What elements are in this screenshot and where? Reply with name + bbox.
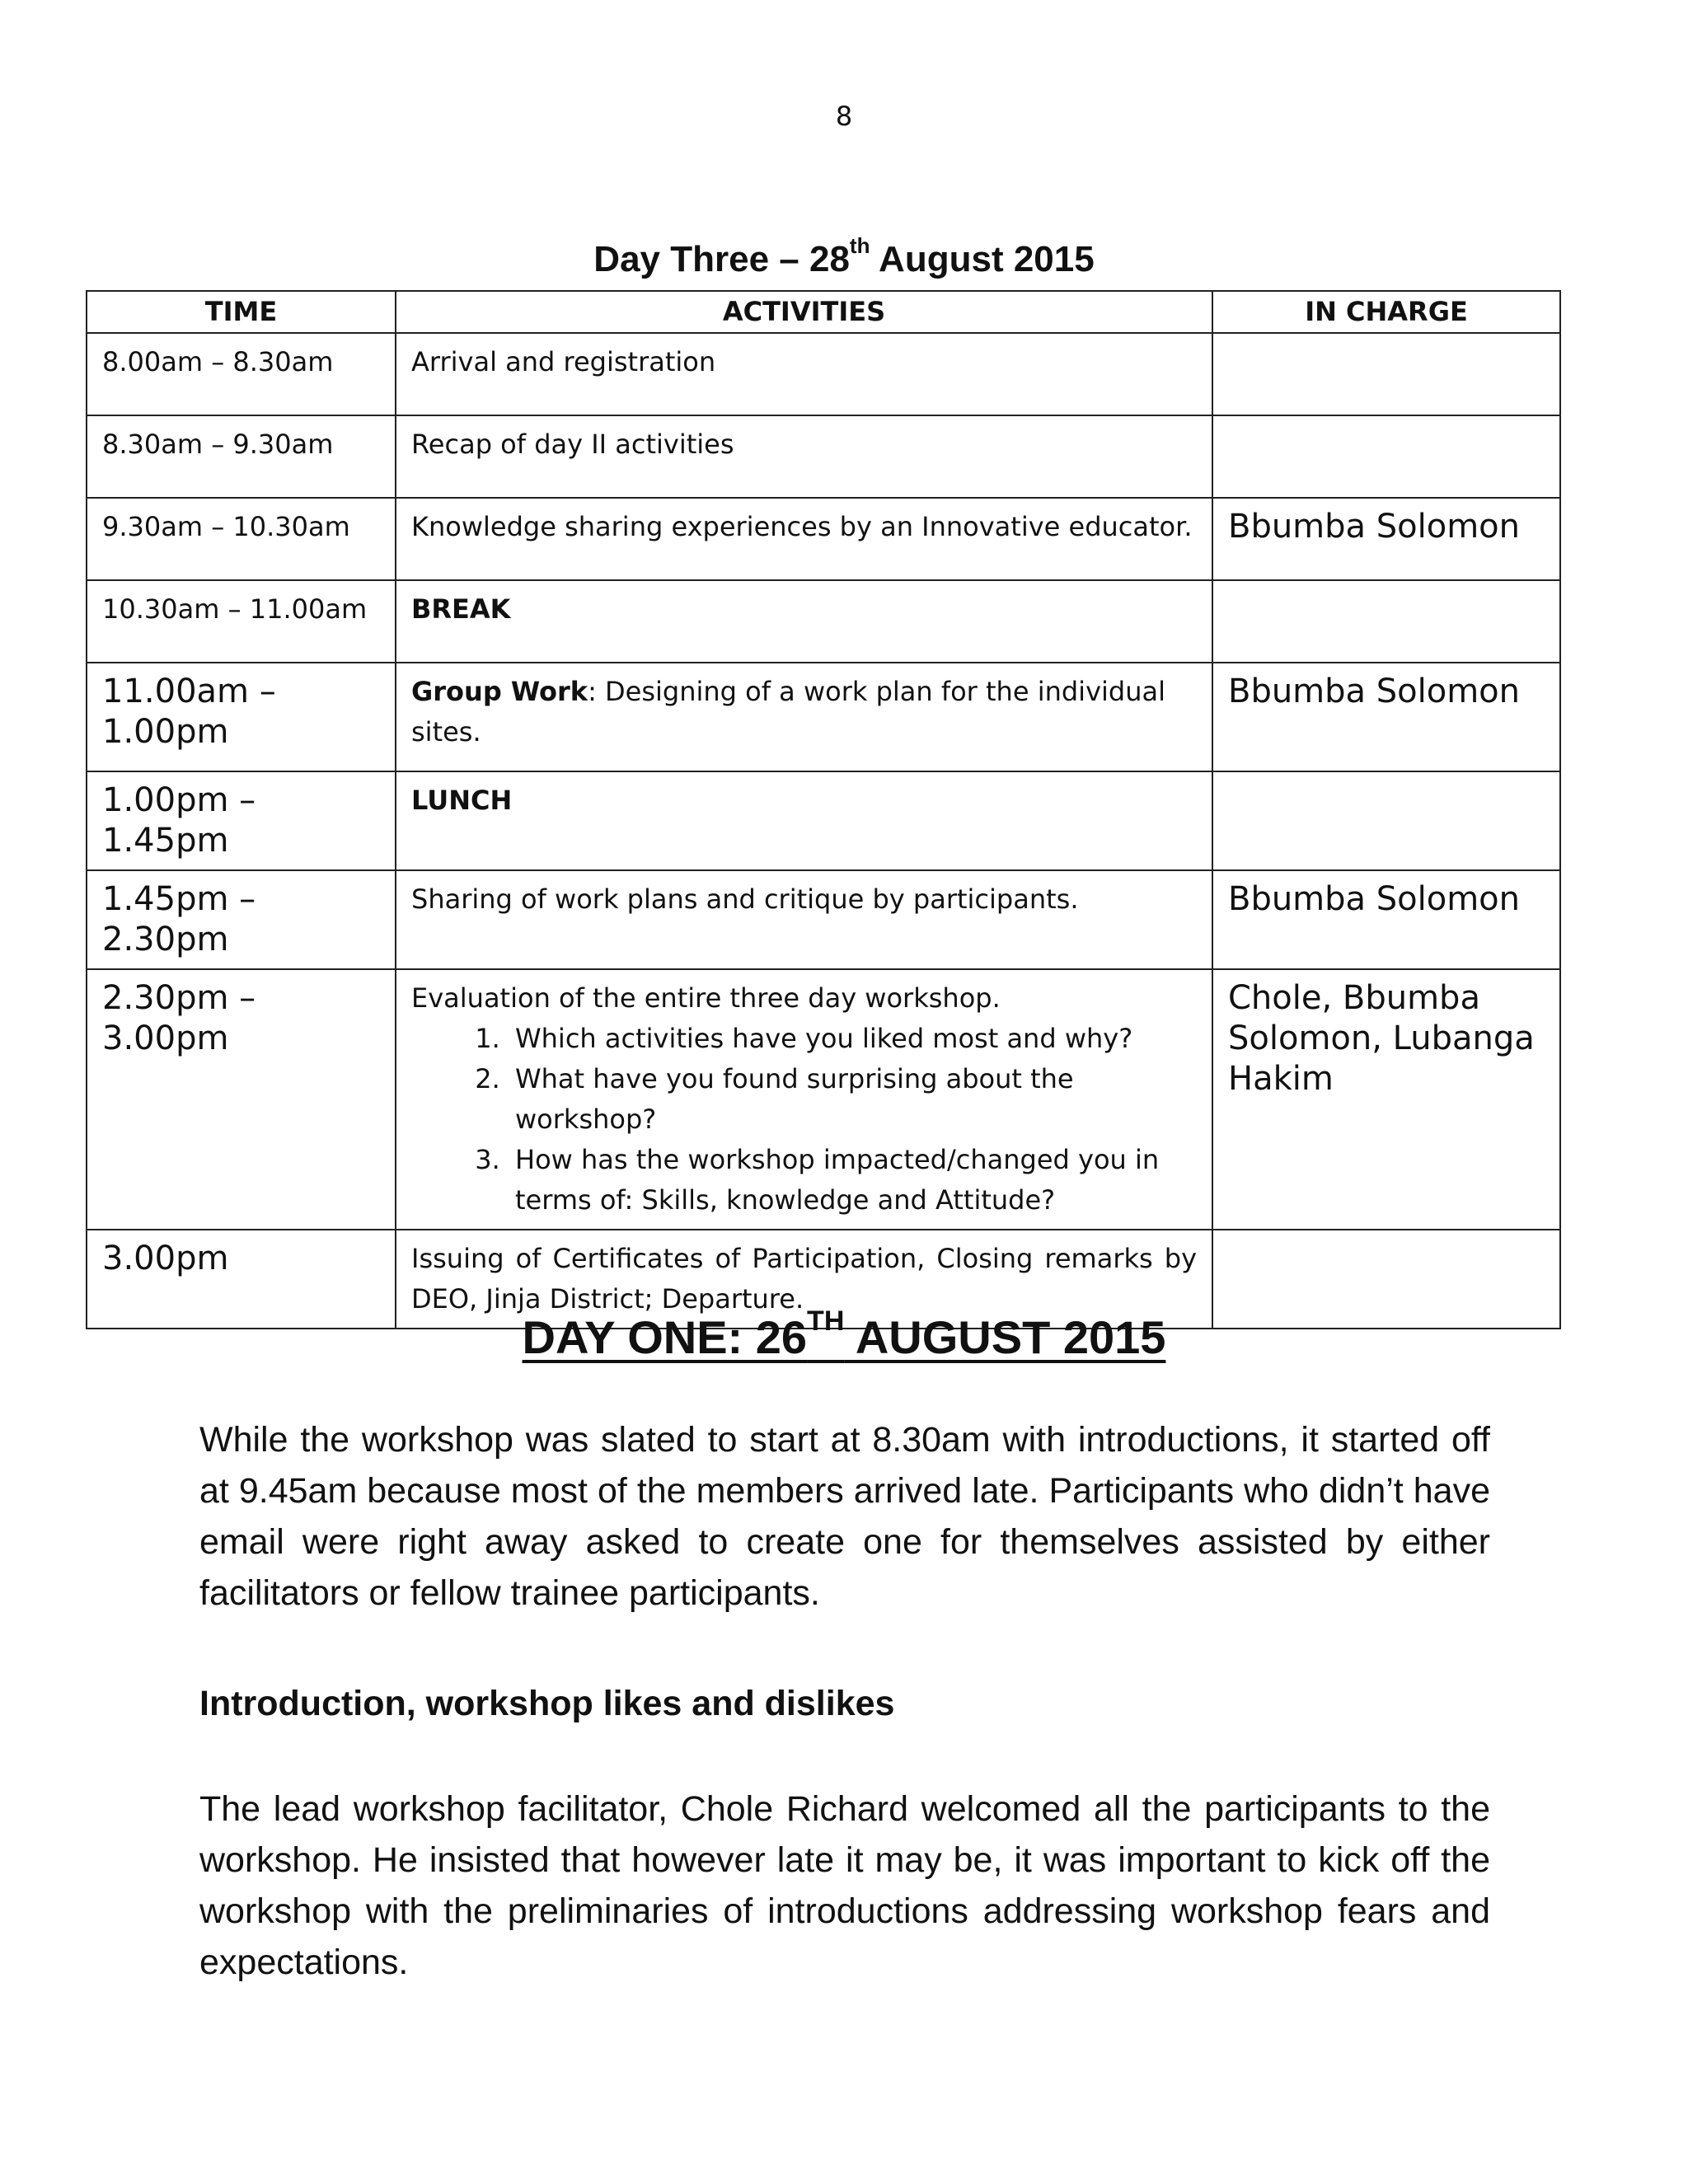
row-time: 2.30pm – 3.00pm [87,969,396,1230]
section-heading [0,1305,1688,1364]
row-activity [396,771,1212,870]
table-row [87,333,1560,415]
group-work-label: Group Work [411,676,588,707]
section-heading-suffix: AUGUST 2015 [844,1311,1166,1363]
row-in-charge [1212,415,1560,498]
row-in-charge: Chole, Bbumba Solomon, Lubanga Hakim [1212,969,1560,1230]
header-in-charge: IN CHARGE [1212,291,1560,333]
table-row [87,771,1560,870]
table-row [87,969,1560,1230]
paragraph-two: The lead workshop facilitator, Chole Richard welcomed all the participants to the workshop. He insisted that however late it may be, it was important to kick off the workshop with the preliminaries of introductions addressing workshop fears and expectations. [199,1789,1490,1982]
evaluation-questions [411,1019,1197,1221]
evaluation-intro: Evaluation of the entire three day workshop. [411,982,1001,1014]
row-in-charge: Bbumba Solomon [1212,663,1560,771]
list-item: 2. What have you found surprising about the workshop? [509,1059,1197,1140]
schedule-title-prefix: Day Three – 28 [593,239,850,279]
row-activity: Arrival and registration [396,333,1212,415]
row-in-charge: Bbumba Solomon [1212,870,1560,969]
row-in-charge [1212,580,1560,663]
schedule-title-sup: th [849,233,870,258]
row-activity: Knowledge sharing experiences by an Innovative educator. [396,498,1212,580]
page-number: 8 [835,101,853,132]
schedule-title-suffix: August 2015 [870,239,1095,279]
section-heading-prefix: DAY ONE: 26 [522,1311,808,1363]
section-heading-sup: TH [807,1305,845,1337]
list-item: 1. Which activities have you liked most and why? [509,1019,1197,1059]
row-time: 3.00pm [87,1230,396,1329]
lunch-label: LUNCH [411,785,513,816]
sub-heading: Introduction, workshop likes and dislikes [199,1684,895,1723]
header-activities: ACTIVITIES [396,291,1212,333]
row-activity: Recap of day II activities [396,415,1212,498]
row-activity [396,663,1212,771]
row-in-charge: Bbumba Solomon [1212,498,1560,580]
row-in-charge [1212,333,1560,415]
row-activity [396,580,1212,663]
table-row [87,580,1560,663]
row-in-charge [1212,771,1560,870]
schedule-table [86,290,1561,1329]
table-header-row [87,291,1560,333]
row-activity: Issuing of Certificates of Participation, Closing remarks by DEO, Jinja District; Departure. [396,1230,1212,1329]
table-row [87,663,1560,771]
list-item: 3. How has the workshop impacted/changed you in terms of: Skills, knowledge and Attitude? [509,1140,1197,1221]
row-time: 8.30am – 9.30am [87,415,396,498]
row-time: 10.30am – 11.00am [87,580,396,663]
row-time: 8.00am – 8.30am [87,333,396,415]
row-time: 11.00am – 1.00pm [87,663,396,771]
header-time: TIME [87,291,396,333]
row-activity [396,969,1212,1230]
row-time: 1.00pm – 1.45pm [87,771,396,870]
group-work-text: : Designing of a work plan for the individual sites. [411,676,1165,748]
schedule-title [0,233,1688,280]
row-time: 9.30am – 10.30am [87,498,396,580]
row-activity: Sharing of work plans and critique by participants. [396,870,1212,969]
table-row [87,498,1560,580]
table-row [87,870,1560,969]
section-heading-text [522,1305,1166,1363]
table-row [87,415,1560,498]
row-time: 1.45pm – 2.30pm [87,870,396,969]
paragraph-one: While the workshop was slated to start at 8.30am with introductions, it started off at 9.45am because most of the members arrived late. Participants who didn’t have email were right away asked to create one for themselves assisted by either facilitators or fellow trainee participants. [199,1420,1490,1613]
break-label: BREAK [411,593,511,625]
